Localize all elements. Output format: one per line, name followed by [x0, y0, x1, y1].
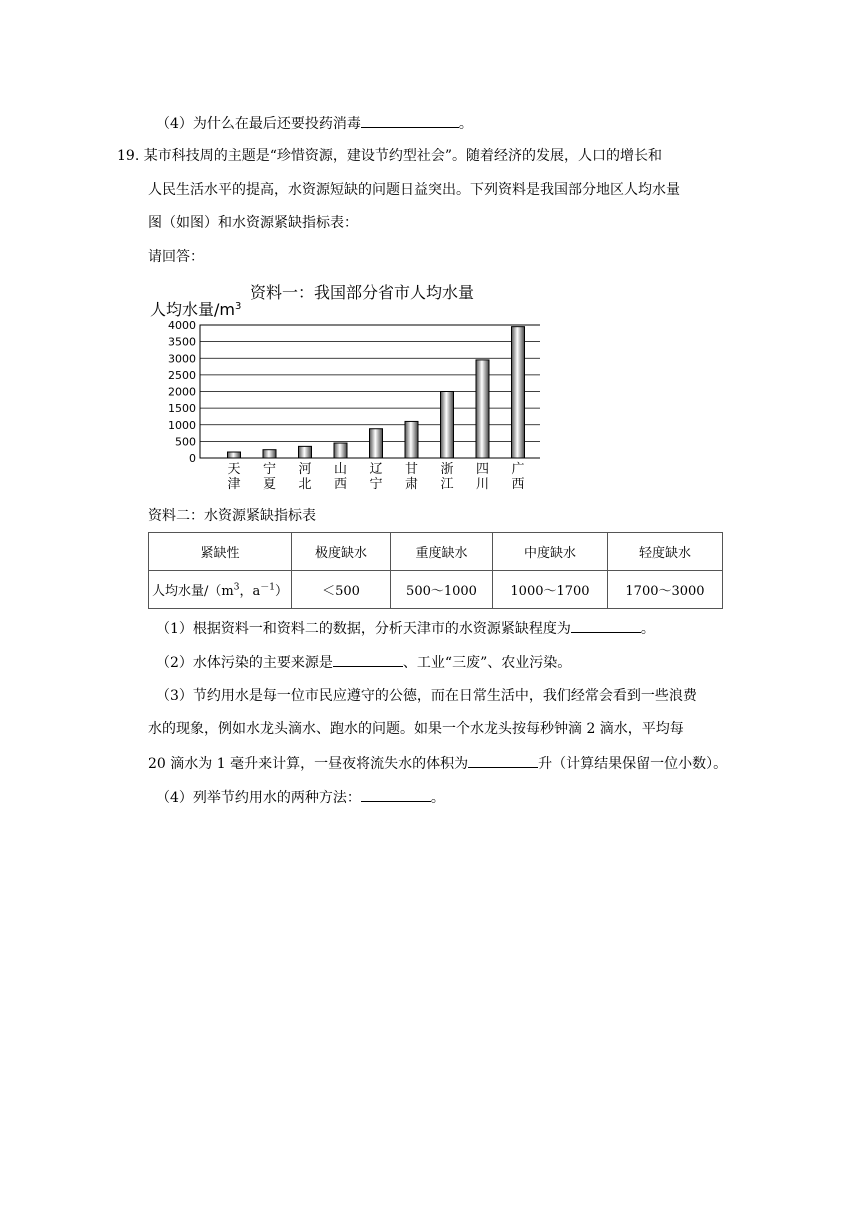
- y-tick-label: 1000: [168, 418, 196, 432]
- water-per-capita-chart: [140, 275, 540, 493]
- question-end: 、工业“三废”、农业污染。: [402, 655, 572, 671]
- y-tick-label: 500: [175, 435, 196, 449]
- y-tick-labels: [168, 319, 196, 465]
- y-axis-label: 人均水量$/m^3$: [150, 300, 242, 319]
- question-number: 19.: [117, 148, 140, 164]
- table-cell: 1700～3000: [608, 571, 723, 609]
- table-header-cell: 中度缺水: [493, 533, 608, 571]
- table-row: [149, 571, 723, 609]
- question-3-line2: 水的现象，例如水龙头滴水、跑水的问题。如果一个水龙头按每秒钟滴 2 滴水，平均每: [148, 721, 684, 737]
- bar: [512, 327, 525, 458]
- x-tick-label: 甘肃: [404, 462, 419, 492]
- x-tick-label: 宁夏: [262, 462, 277, 492]
- question-4: [156, 787, 445, 808]
- x-tick-labels: [227, 461, 524, 492]
- question-text: （4）列举节约用水的两种方法：: [156, 790, 361, 806]
- question-19-line3: 图（如图）和水资源紧缺指标表：: [148, 215, 358, 231]
- question-text: 某市科技周的主题是“珍惜资源，建设节约型社会”。随着经济的发展，人口的增长和: [143, 148, 663, 164]
- question-end: 。: [458, 116, 473, 132]
- answer-blank[interactable]: [468, 753, 538, 768]
- table-header-row: [149, 533, 723, 571]
- bar: [370, 429, 383, 458]
- question-text: （4）为什么在最后还要投药消毒: [156, 116, 361, 132]
- table-header-cell: 轻度缺水: [608, 533, 723, 571]
- y-tick-label: 3000: [168, 352, 196, 366]
- question-text: 20 滴水为 1 毫升来计算，一昼夜将流失水的体积为: [148, 756, 469, 772]
- question-1: [156, 618, 655, 639]
- y-tick-label: 2000: [168, 385, 196, 399]
- table-header-cell: 重度缺水: [391, 533, 493, 571]
- x-tick-label: 四川: [475, 462, 490, 492]
- question-3-line1: （3）节约用水是每一位市民应遵守的公德，而在日常生活中，我们经常会看到一些浪费: [156, 688, 697, 704]
- y-tick-label: 4000: [168, 319, 196, 332]
- x-tick-label: 广西: [511, 462, 525, 492]
- y-tick-label: 0: [189, 452, 196, 465]
- x-tick-label: 河北: [298, 462, 312, 492]
- answer-blank[interactable]: [571, 618, 641, 633]
- answer-blank[interactable]: [333, 652, 403, 667]
- question-text: （1）根据资料一和资料二的数据，分析天津市的水资源紧缺程度为: [156, 621, 571, 637]
- question-text: （2）水体污染的主要来源是: [156, 655, 333, 671]
- chart-title: 资料一：我国部分省市人均水量: [250, 283, 475, 302]
- question-end: 升（计算结果保留一位小数）。: [538, 756, 728, 772]
- x-tick-label: 天津: [227, 462, 241, 492]
- table-title: 资料二：水资源紧缺指标表: [148, 508, 316, 524]
- question-19-line1: [117, 146, 662, 166]
- bar: [228, 452, 241, 458]
- bar: [405, 421, 418, 458]
- y-tick-label: 3500: [168, 335, 196, 349]
- question-3-line3: [148, 753, 727, 774]
- table-header-cell: 极度缺水: [292, 533, 391, 571]
- table-cell: ＜500: [292, 571, 391, 609]
- y-tick-label: 2500: [168, 368, 196, 382]
- question-18-4: [156, 113, 473, 134]
- x-tick-label: 辽宁: [369, 462, 383, 492]
- bar: [334, 443, 347, 458]
- table-row-label: 人均水量$/(m^3$，$a^{-1}$）: [149, 571, 292, 609]
- x-tick-label: 浙江: [440, 462, 454, 492]
- x-tick-label: 山西: [333, 462, 348, 492]
- y-tick-label: 1500: [168, 402, 196, 416]
- answer-blank[interactable]: [361, 787, 431, 802]
- bar: [299, 446, 312, 458]
- question-end: 。: [640, 621, 655, 637]
- bar: [476, 360, 489, 458]
- question-19-prompt: 请回答：: [148, 249, 204, 265]
- chart-bars: [228, 327, 525, 458]
- water-shortage-table: [148, 532, 723, 609]
- question-19-line2: 人民生活水平的提高，水资源短缺的问题日益突出。下列资料是我国部分地区人均水量: [148, 182, 680, 198]
- table-cell: 500～1000: [391, 571, 493, 609]
- answer-blank[interactable]: [361, 113, 459, 128]
- question-2: [156, 652, 571, 673]
- table-cell: 1000～1700: [493, 571, 608, 609]
- bar: [263, 450, 276, 458]
- question-end: 。: [430, 790, 445, 806]
- bar: [441, 392, 454, 459]
- table-header-cell: 紧缺性: [149, 533, 292, 571]
